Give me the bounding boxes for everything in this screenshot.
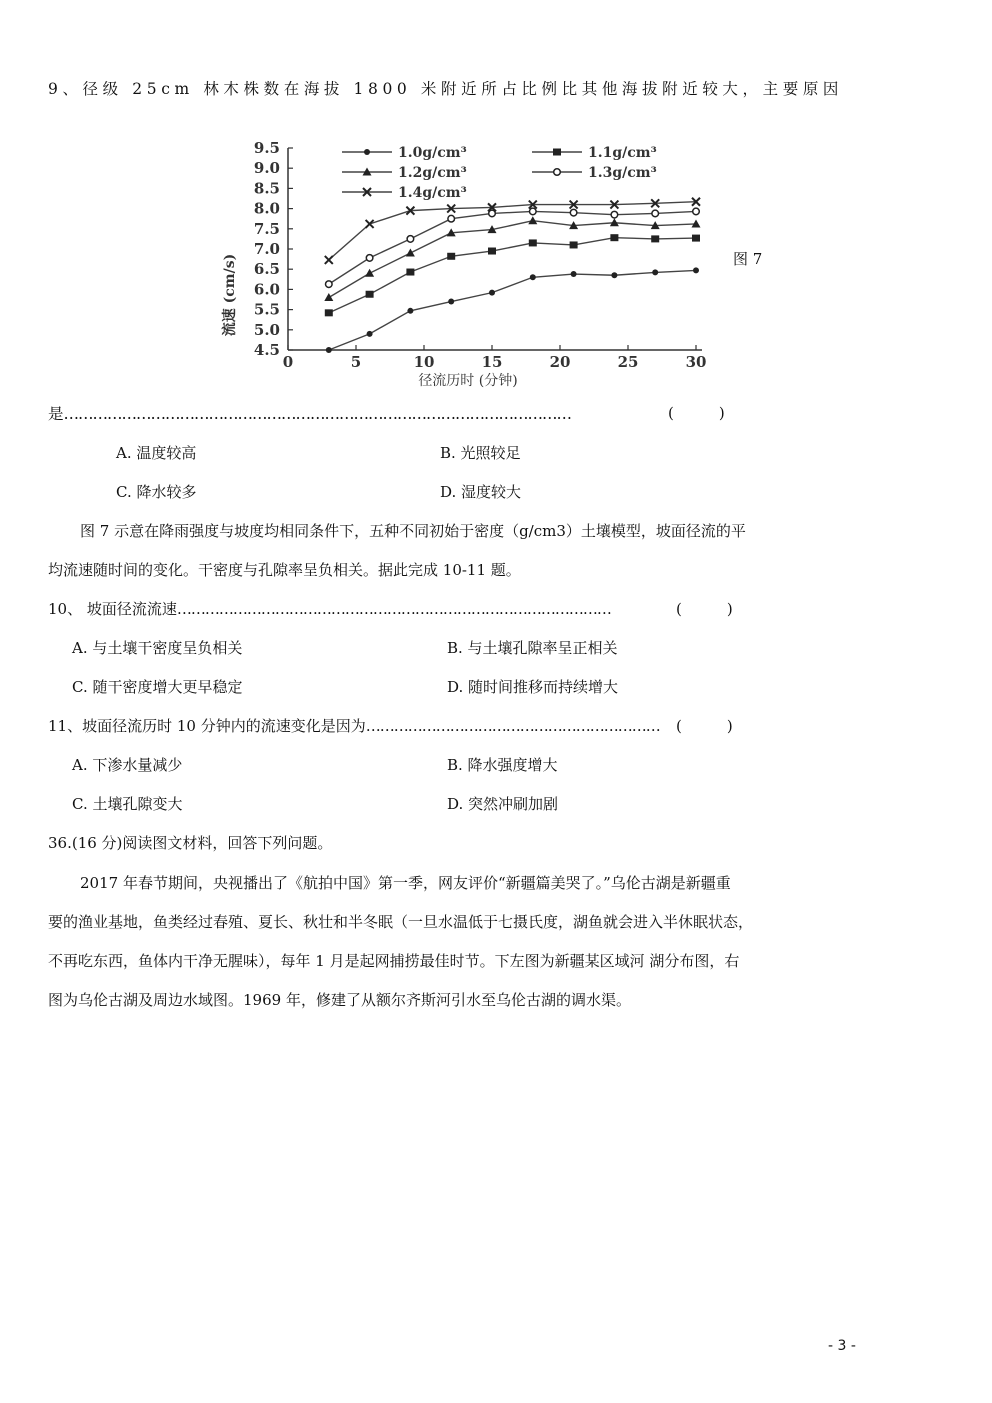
y-axis-label: 流速 (cm/s): [222, 253, 238, 337]
marker-circle: [611, 211, 618, 218]
marker-circle: [366, 255, 373, 262]
y-tick-label: 9.0: [253, 159, 280, 178]
marker-circle: [652, 210, 659, 217]
q10-stem: 10、 坡面径流流速: [48, 600, 177, 618]
q9-stem-line2: [48, 402, 571, 424]
q10-option-c[interactable]: C. 随干密度增大更早稳定: [72, 678, 243, 696]
marker-square: [553, 149, 561, 156]
runoff-velocity-chart: [210, 135, 720, 390]
x-tick-labels: [283, 345, 707, 371]
marker-square: [447, 253, 455, 260]
q10-option-d[interactable]: D. 随时间推移而持续增大: [447, 678, 619, 696]
x-tick-label: 20: [549, 353, 571, 371]
marker-circle: [448, 215, 455, 222]
q9-option-a[interactable]: A. 温度较高: [116, 444, 197, 462]
marker-square: [570, 241, 578, 248]
y-tick-label: 8.0: [253, 199, 280, 218]
marker-square: [651, 235, 659, 242]
q9-answer-blank[interactable]: ( ): [668, 404, 725, 422]
marker-circle: [407, 236, 414, 243]
y-tick-label: 4.5: [253, 341, 280, 359]
marker-circle: [489, 210, 496, 217]
marker-circle: [326, 281, 333, 288]
marker-square: [692, 235, 700, 242]
q36-material-line4: 图为乌伦古湖及周边水域图。1969 年，修建了从额尔齐斯河引水至乌伦古湖的调水渠。: [48, 991, 631, 1009]
x-tick-label: 30: [685, 353, 707, 371]
x-axis-label: 径流历时 (分钟): [418, 373, 518, 389]
q9-option-d[interactable]: D. 湿度较大: [440, 483, 522, 501]
marker-triangle: [610, 218, 619, 226]
series-line: [329, 270, 696, 350]
intro-text-line1: 图 7 示意在降雨强度与坡度均相同条件下，五种不同初始于密度（g/cm3）土壤模型，坡面径流的平: [80, 522, 746, 540]
series-line: [329, 238, 696, 313]
q9-stem-end: 是: [48, 405, 64, 423]
marker-dot: [326, 347, 332, 353]
marker-cross: [366, 220, 374, 228]
x-tick-label: 25: [617, 353, 639, 371]
y-tick-label: 6.5: [253, 260, 280, 279]
marker-triangle: [528, 216, 537, 224]
y-tick-label: 9.5: [253, 139, 280, 157]
marker-square: [325, 309, 333, 316]
q36-material-line1: 2017 年春节期间，央视播出了《航拍中国》第一季，网友评价“新疆篇美哭了。”乌伦古湖是新疆重: [80, 874, 731, 892]
legend-item: [532, 165, 657, 181]
legend-item: [342, 185, 467, 201]
q10-option-a[interactable]: A. 与土壤干密度呈负相关: [72, 639, 243, 657]
legend-label: 1.0g/cm³: [398, 145, 467, 161]
q10-answer-blank[interactable]: ( ): [676, 600, 733, 618]
q11-stem-line: [48, 715, 660, 736]
marker-dot: [364, 149, 370, 155]
q10-leader-dots: …………………………………………………………………………………: [176, 600, 611, 618]
marker-dot: [693, 267, 699, 273]
marker-dot: [652, 269, 658, 275]
x-tick-label: 5: [350, 353, 362, 371]
series-1: [326, 267, 699, 353]
marker-circle: [554, 169, 561, 176]
legend-label: 1.4g/cm³: [398, 185, 467, 201]
legend-item: [532, 145, 657, 161]
legend-label: 1.3g/cm³: [588, 165, 657, 181]
y-tick-label: 8.5: [253, 179, 280, 198]
q36-stem: 36.(16 分)阅读图文材料，回答下列问题。: [48, 834, 333, 852]
q9-stem-line1: 9、径级 25cm 林木株数在海拔 1800 米附近所占比例比其他海拔附近较大，主要原因: [48, 80, 844, 98]
q10-option-b[interactable]: B. 与土壤孔隙率呈正相关: [447, 639, 618, 657]
chart-legend: [342, 145, 657, 201]
y-tick-label: 5.5: [253, 300, 280, 319]
marker-dot: [530, 274, 536, 280]
marker-dot: [571, 271, 577, 277]
y-tick-label: 7.0: [253, 240, 280, 258]
marker-dot: [367, 331, 373, 337]
figure-label: 图 7: [733, 250, 763, 268]
marker-circle: [570, 209, 577, 216]
y-tick-label: 7.5: [253, 219, 280, 238]
q11-leader-dots: ………………………………………………………: [365, 717, 660, 735]
marker-square: [529, 239, 537, 246]
page-number: - 3 -: [828, 1338, 856, 1354]
q11-option-d[interactable]: D. 突然冲刷加剧: [447, 795, 559, 813]
marker-circle: [530, 208, 537, 215]
x-tick-label: 0: [282, 353, 294, 371]
q9-leader-dots: ……………………………………………………………………………………………: [63, 405, 572, 423]
x-tick-label: 10: [413, 353, 435, 371]
marker-dot: [407, 308, 413, 314]
legend-item: [342, 165, 467, 181]
legend-label: 1.1g/cm³: [588, 145, 657, 161]
q9-option-b[interactable]: B. 光照较足: [440, 444, 521, 462]
marker-triangle: [324, 293, 333, 301]
marker-dot: [448, 299, 454, 305]
intro-text-line2: 均流速随时间的变化。干密度与孔隙率呈负相关。据此完成 10-11 题。: [48, 561, 521, 579]
q36-material-line3: 不再吃东西，鱼体内干净无腥味），每年 1 月是起网捕捞最佳时节。下左图为新疆某区域河 湖分布图，右: [48, 952, 740, 970]
marker-cross: [325, 256, 333, 264]
marker-circle: [693, 208, 700, 215]
marker-square: [366, 291, 374, 298]
marker-triangle: [406, 249, 415, 257]
marker-triangle: [365, 269, 374, 277]
q11-option-a[interactable]: A. 下渗水量减少: [72, 756, 183, 774]
series-5: [325, 198, 700, 264]
q9-option-c[interactable]: C. 降水较多: [116, 483, 197, 501]
y-tick-label: 5.0: [253, 320, 280, 339]
q36-material-line2: 要的渔业基地，鱼类经过春殖、夏长、秋壮和半冬眠（一旦水温低于七摄氏度，湖鱼就会进入半休眠状态，: [48, 913, 754, 931]
legend-item: [342, 145, 467, 161]
y-tick-labels: [254, 139, 293, 359]
chart-series: [324, 198, 700, 353]
marker-dot: [611, 272, 617, 278]
q11-option-c[interactable]: C. 土壤孔隙变大: [72, 795, 183, 813]
y-tick-label: 6.0: [253, 280, 280, 299]
marker-square: [488, 248, 496, 255]
marker-square: [406, 269, 414, 276]
q10-stem-line: [48, 598, 611, 619]
legend-label: 1.2g/cm³: [398, 165, 467, 181]
q11-option-b[interactable]: B. 降水强度增大: [447, 756, 558, 774]
q11-answer-blank[interactable]: ( ): [676, 717, 733, 735]
series-2: [325, 234, 700, 316]
marker-dot: [489, 290, 495, 296]
x-tick-label: 15: [481, 353, 503, 371]
q11-stem: 11、坡面径流历时 10 分钟内的流速变化是因为: [48, 717, 366, 735]
marker-square: [610, 234, 618, 241]
